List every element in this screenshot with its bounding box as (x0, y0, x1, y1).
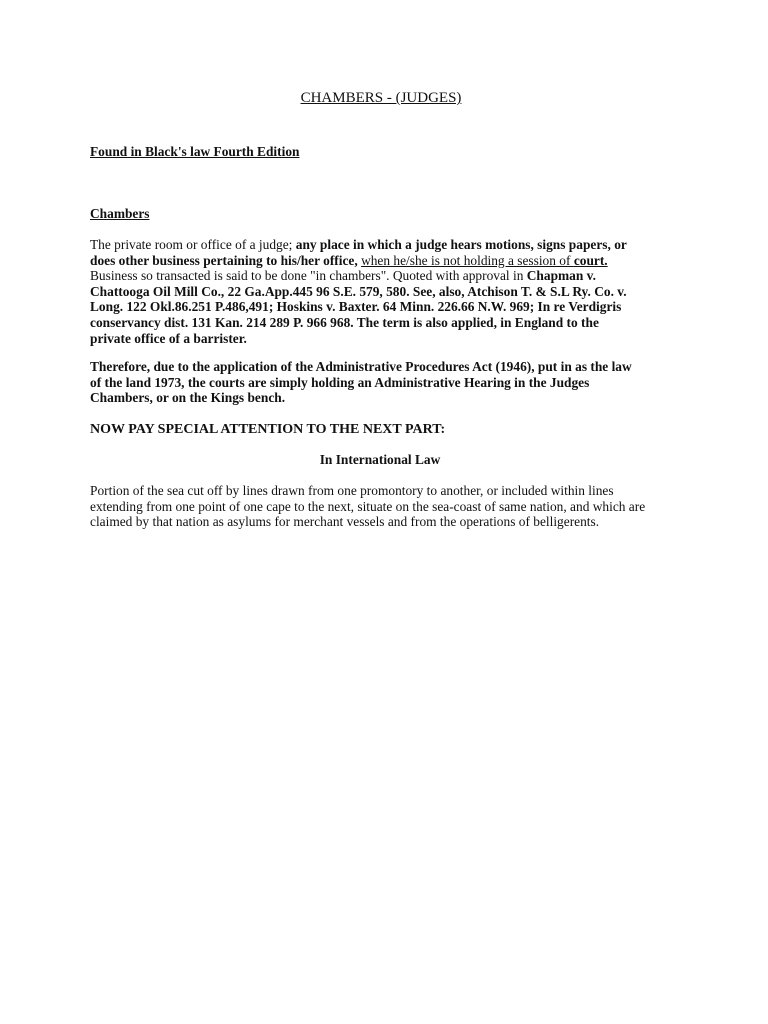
international-law-paragraph (90, 483, 680, 530)
section-heading-chambers: Chambers (90, 206, 150, 221)
therefore-line-2: of the land 1973, the courts are simply holding an Administrative Hearing in the Judges (90, 374, 590, 390)
case-citation: conservancy dist. 131 Kan. 214 289 P. 966 968. The term is also applied, in England to the (90, 314, 599, 330)
international-law-heading: In International Law (319, 452, 441, 467)
intl-line-3: claimed by that nation as asylums for merchant vessels and from the operations of belligerents. (90, 514, 600, 530)
attention-notice: NOW PAY SPECIAL ATTENTION TO THE NEXT PART: (90, 422, 446, 437)
case-citation: Long. 122 Okl.86.251 P.486,491; Hoskins v. Baxter. 64 Minn. 226.66 N.W. 969; In re Verdigris (90, 299, 622, 315)
definition-line-1 (90, 237, 680, 253)
definition-emphasis: any place in which a judge hears motions, signs papers, or (295, 237, 627, 252)
document-title: CHAMBERS - (JUDGES) (300, 90, 462, 106)
intl-line-2: extending from one point of one cape to the next, situate on the sea-coast of same nation, and which are (90, 498, 646, 514)
intl-line-1: Portion of the sea cut off by lines drawn from one promontory to another, or included within lines (90, 483, 614, 498)
definition-court: court. (573, 252, 608, 268)
definition-emphasis: does other business pertaining to his/her office, (90, 252, 362, 268)
therefore-line-3: Chambers, or on the Kings bench. (90, 390, 286, 406)
case-citation: Chapman v. (526, 268, 596, 284)
case-citation: private office of a barrister. (90, 330, 247, 346)
case-citation: Chattooga Oil Mill Co., 22 Ga.App.445 96 S.E. 579, 580. See, also, Atchison T. & S.L Ry. Co. v. (90, 283, 627, 299)
definition-paragraph (90, 237, 680, 346)
definition-text: The private room or office of a judge; (90, 237, 296, 252)
therefore-line-1: Therefore, due to the application of the Administrative Procedures Act (1946), put in as the law (90, 359, 632, 374)
therefore-paragraph (90, 359, 680, 406)
definition-line-2 (90, 253, 680, 269)
definition-line-3 (90, 268, 680, 284)
definition-text: Business so transacted is said to be done "in chambers". Quoted with approval in (90, 268, 527, 284)
source-line: Found in Black's law Fourth Edition (90, 144, 300, 159)
definition-underlined: when he/she is not holding a session of (361, 252, 574, 268)
